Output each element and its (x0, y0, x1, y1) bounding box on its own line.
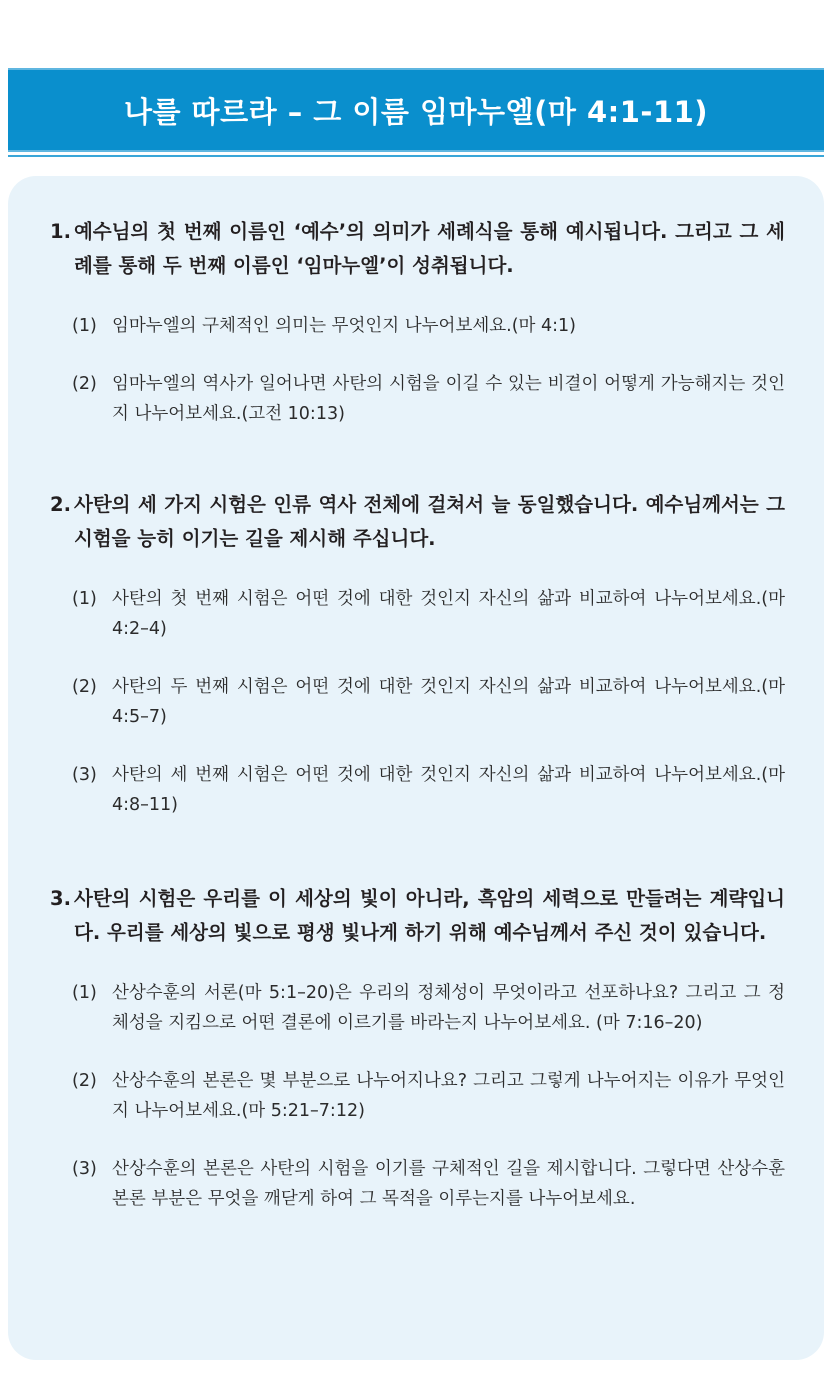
title-banner (8, 68, 824, 152)
question-section-1 (50, 215, 785, 429)
sub-question-text: 산상수훈의 본론은 몇 부분으로 나누어지나요? 그리고 그렇게 나누어지는 이유가 무엇인지 나누어보세요.(마 5:21–7:12) (112, 1071, 785, 1121)
sub-question-number: (1) (72, 589, 97, 609)
sub-question (72, 978, 785, 1038)
question-heading (50, 215, 785, 283)
question-heading (50, 882, 785, 950)
question-text: 예수님의 첫 번째 이름인 ‘예수’의 의미가 세례식을 통해 예시됩니다. 그리고 그 세례를 통해 두 번째 이름인 ‘임마누엘’이 성취됩니다. (74, 220, 785, 277)
question-section-3 (50, 882, 785, 1214)
question-number: 1. (50, 220, 71, 243)
question-text: 사탄의 세 가지 시험은 인류 역사 전체에 걸쳐서 늘 동일했습니다. 예수님께서는 그 시험을 능히 이기는 길을 제시해 주십니다. (74, 493, 785, 550)
sub-question-number: (3) (72, 765, 97, 785)
sub-question-text: 산상수훈의 본론은 사탄의 시험을 이기를 구체적인 길을 제시합니다. 그렇다면 산상수훈 본론 부분은 무엇을 깨닫게 하여 그 목적을 이루는지를 나누어보세요. (112, 1159, 785, 1209)
sub-question (72, 672, 785, 732)
question-section-2 (50, 488, 785, 820)
sub-question-text: 사탄의 세 번째 시험은 어떤 것에 대한 것인지 자신의 삶과 비교하여 나누어보세요.(마 4:8–11) (112, 765, 785, 815)
sub-question-text: 임마누엘의 구체적인 의미는 무엇인지 나누어보세요.(마 4:1) (112, 316, 577, 336)
sub-question-text: 사탄의 두 번째 시험은 어떤 것에 대한 것인지 자신의 삶과 비교하여 나누어보세요.(마 4:5–7) (112, 677, 785, 727)
sub-question-number: (1) (72, 316, 97, 336)
sub-question (72, 311, 785, 341)
page-title: 나를 따르라 – 그 이름 임마누엘(마 4:1-11) (123, 94, 709, 129)
sub-question-number: (2) (72, 677, 97, 697)
sub-question-number: (2) (72, 1071, 97, 1091)
sub-question-number: (1) (72, 983, 97, 1003)
sub-question-text: 산상수훈의 서론(마 5:1–20)은 우리의 정체성이 무엇이라고 선포하나요? 그리고 그 정체성을 지킴으로 어떤 결론에 이르기를 바라는지 나누어보세요. (마 7:16–20) (112, 983, 785, 1033)
sub-question-text: 사탄의 첫 번째 시험은 어떤 것에 대한 것인지 자신의 삶과 비교하여 나누어보세요.(마 4:2–4) (112, 589, 785, 639)
sub-question (72, 1154, 785, 1214)
sub-question-number: (2) (72, 374, 97, 394)
question-heading (50, 488, 785, 556)
sub-question-number: (3) (72, 1159, 97, 1179)
sub-question (72, 760, 785, 820)
sub-question-text: 임마누엘의 역사가 일어나면 사탄의 시험을 이길 수 있는 비결이 어떻게 가능해지는 것인지 나누어보세요.(고전 10:13) (112, 374, 785, 424)
question-number: 3. (50, 887, 71, 910)
sub-question (72, 584, 785, 644)
sub-question (72, 369, 785, 429)
question-number: 2. (50, 493, 71, 516)
question-text: 사탄의 시험은 우리를 이 세상의 빛이 아니라, 흑암의 세력으로 만들려는 계략입니다. 우리를 세상의 빛으로 평생 빛나게 하기 위해 예수님께서 주신 것이 있습니다. (74, 887, 785, 944)
sub-question (72, 1066, 785, 1126)
